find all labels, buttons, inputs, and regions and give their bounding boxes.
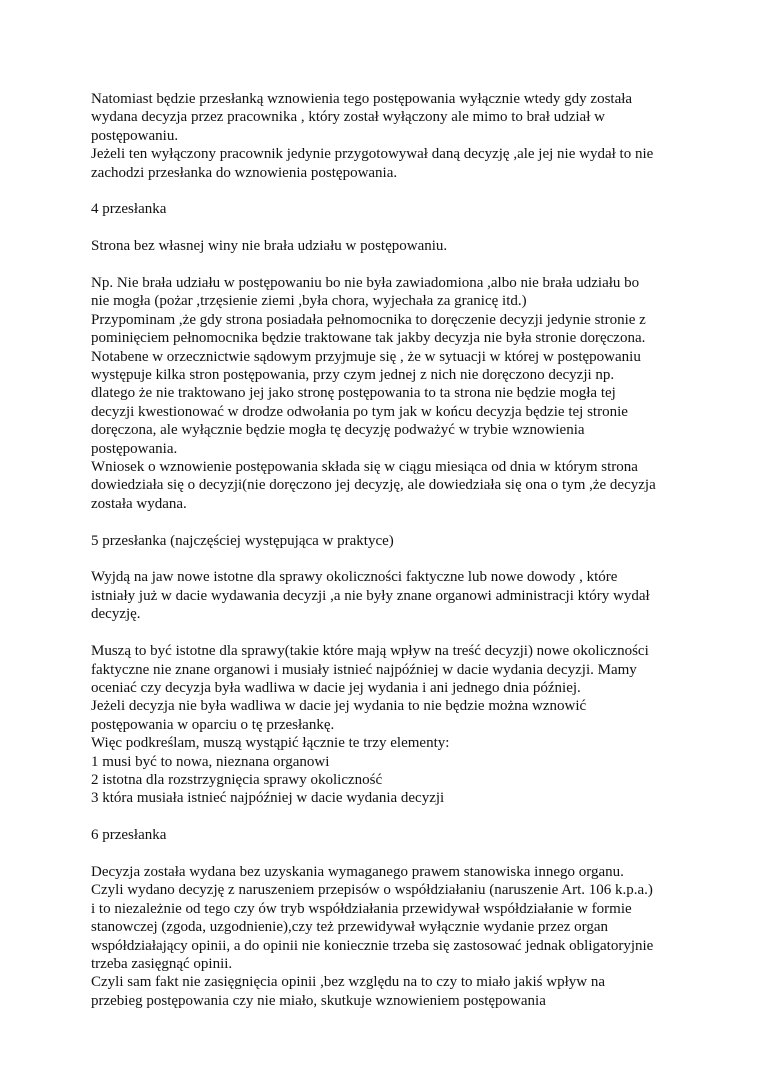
paragraph-spacer bbox=[91, 219, 691, 237]
text-line: Muszą to być istotne dla sprawy(takie które mają wpływ na treść decyzji) nowe okoliczności bbox=[91, 643, 649, 660]
text-line: została wydana. bbox=[91, 495, 187, 512]
text-line: 6 przesłanka bbox=[91, 827, 167, 844]
text-line: 1 musi być to nowa, nieznana organowi bbox=[91, 753, 330, 770]
text-line: postępowaniu. bbox=[91, 127, 179, 144]
text-line: Natomiast będzie przesłanką wznowienia tego postępowania wyłącznie wtedy gdy została bbox=[91, 91, 633, 107]
text-line: postępowania w oparciu o tę przesłankę. bbox=[91, 716, 335, 733]
text-line: przebieg postępowania czy nie miało, skutkuje wznowieniem postępowania bbox=[91, 992, 546, 1009]
text-line: Więc podkreślam, muszą wystąpić łącznie te trzy elementy: bbox=[91, 735, 450, 752]
text-line: wydana decyzja przez pracownika , który został wyłączony ale mimo to brał udział w bbox=[91, 109, 605, 126]
text-line: postępowania. bbox=[91, 440, 178, 457]
text-line: 5 przesłanka (najczęściej występująca w praktyce) bbox=[91, 532, 394, 549]
text-line: faktyczne nie znane organowi i musiały istnieć najpóźniej w dacie wydania decyzji. Mamy bbox=[91, 661, 637, 678]
text-line: oceniać czy decyzja była wadliwa w dacie jej wydania i ani jednego dnia później. bbox=[91, 679, 581, 696]
text-line: Decyzja została wydana bez uzyskania wymaganego prawem stanowiska innego organu. bbox=[91, 863, 624, 880]
text-line: decyzji kwestionować w drodze odwołania po tym jak w końcu decyzja będzie tej stronie bbox=[91, 403, 628, 420]
paragraph bbox=[91, 863, 691, 1010]
text-line: zachodzi przesłanka do wznowienia postępowania. bbox=[91, 164, 398, 181]
document-body bbox=[91, 90, 691, 1010]
text-line: występuje kilka stron postępowania, przy czym jednej z nich nie doręczono decyzji np. bbox=[91, 367, 615, 384]
paragraph bbox=[91, 274, 691, 513]
paragraph-spacer bbox=[91, 845, 691, 863]
text-line: 3 która musiała istnieć najpóźniej w dacie wydania decyzji bbox=[91, 790, 445, 807]
paragraph-spacer bbox=[91, 624, 691, 642]
text-line: dlatego że nie traktowano jej jako stronę postępowania to ta strona nie będzie mogła tej bbox=[91, 385, 616, 402]
text-line: doręczona, ale wyłącznie będzie mogła tę decyzję podważyć w trybie wznowienia bbox=[91, 422, 585, 439]
paragraph bbox=[91, 90, 691, 182]
text-line: decyzję. bbox=[91, 606, 141, 623]
paragraph-spacer bbox=[91, 182, 691, 200]
text-line: Wyjdą na jaw nowe istotne dla sprawy okoliczności faktyczne lub nowe dowody , które bbox=[91, 569, 618, 586]
text-line: Jeżeli ten wyłączony pracownik jedynie przygotowywał daną decyzję ,ale jej nie wydał to nie bbox=[91, 146, 654, 163]
text-line: Notabene w orzecznictwie sądowym przyjmuje się , że w sytuacji w której w postępowaniu bbox=[91, 348, 641, 365]
text-line: i to niezależnie od tego czy ów tryb współdziałania przewidywał współdziałanie w formie bbox=[91, 900, 632, 917]
paragraph bbox=[91, 826, 691, 844]
text-line: dowiedziała się o decyzji(nie doręczono jej decyzję, ale dowiedziała się ona o tym ,że decyzja bbox=[91, 477, 656, 494]
text-line: nie mogła (pożar ,trzęsienie ziemi ,była chora, wyjechała za granicę itd.) bbox=[91, 293, 527, 310]
text-line: Czyli sam fakt nie zasięgnięcia opinii ,bez względu na to czy to miało jakiś wpływ na bbox=[91, 974, 606, 991]
text-line: Np. Nie brała udziału w postępowaniu bo nie była zawiadomiona ,albo nie brała udziału bo bbox=[91, 275, 640, 292]
text-line: Strona bez własnej winy nie brała udziału w postępowaniu. bbox=[91, 238, 448, 255]
text-line: Przypominam ,że gdy strona posiadała pełnomocnika to doręczenie decyzji jedynie stronie z bbox=[91, 311, 646, 328]
paragraph-spacer bbox=[91, 256, 691, 274]
text-line: trzeba zasięgnąć opinii. bbox=[91, 955, 233, 972]
text-line: stanowczej (zgoda, uzgodnienie),czy też przewidywał wyłącznie wydanie przez organ bbox=[91, 919, 608, 936]
text-line: Czyli wydano decyzję z naruszeniem przepisów o współdziałaniu (naruszenie Art. 106 k.p.a.) bbox=[91, 882, 653, 899]
paragraph bbox=[91, 642, 691, 808]
text-line: współdziałający opinii, a do opinii nie koniecznie trzeba się zastosować jednak obligatoryjnie bbox=[91, 937, 654, 954]
text-line: Jeżeli decyzja nie była wadliwa w dacie jej wydania to nie będzie można wznowić bbox=[91, 698, 587, 715]
paragraph bbox=[91, 237, 691, 255]
text-line: istniały już w dacie wydawania decyzji ,a nie były znane organowi administracji który wydał bbox=[91, 587, 650, 604]
paragraph-spacer bbox=[91, 808, 691, 826]
paragraph bbox=[91, 532, 691, 550]
text-line: 4 przesłanka bbox=[91, 201, 167, 218]
text-line: Wniosek o wznowienie postępowania składa się w ciągu miesiąca od dnia w którym strona bbox=[91, 459, 638, 476]
paragraph-spacer bbox=[91, 513, 691, 531]
paragraph bbox=[91, 568, 691, 623]
paragraph bbox=[91, 200, 691, 218]
text-line: pominięciem pełnomocnika będzie traktowane tak jakby decyzja nie była stronie doręczona. bbox=[91, 330, 646, 347]
paragraph-spacer bbox=[91, 550, 691, 568]
text-line: 2 istotna dla rozstrzygnięcia sprawy okoliczność bbox=[91, 771, 383, 788]
